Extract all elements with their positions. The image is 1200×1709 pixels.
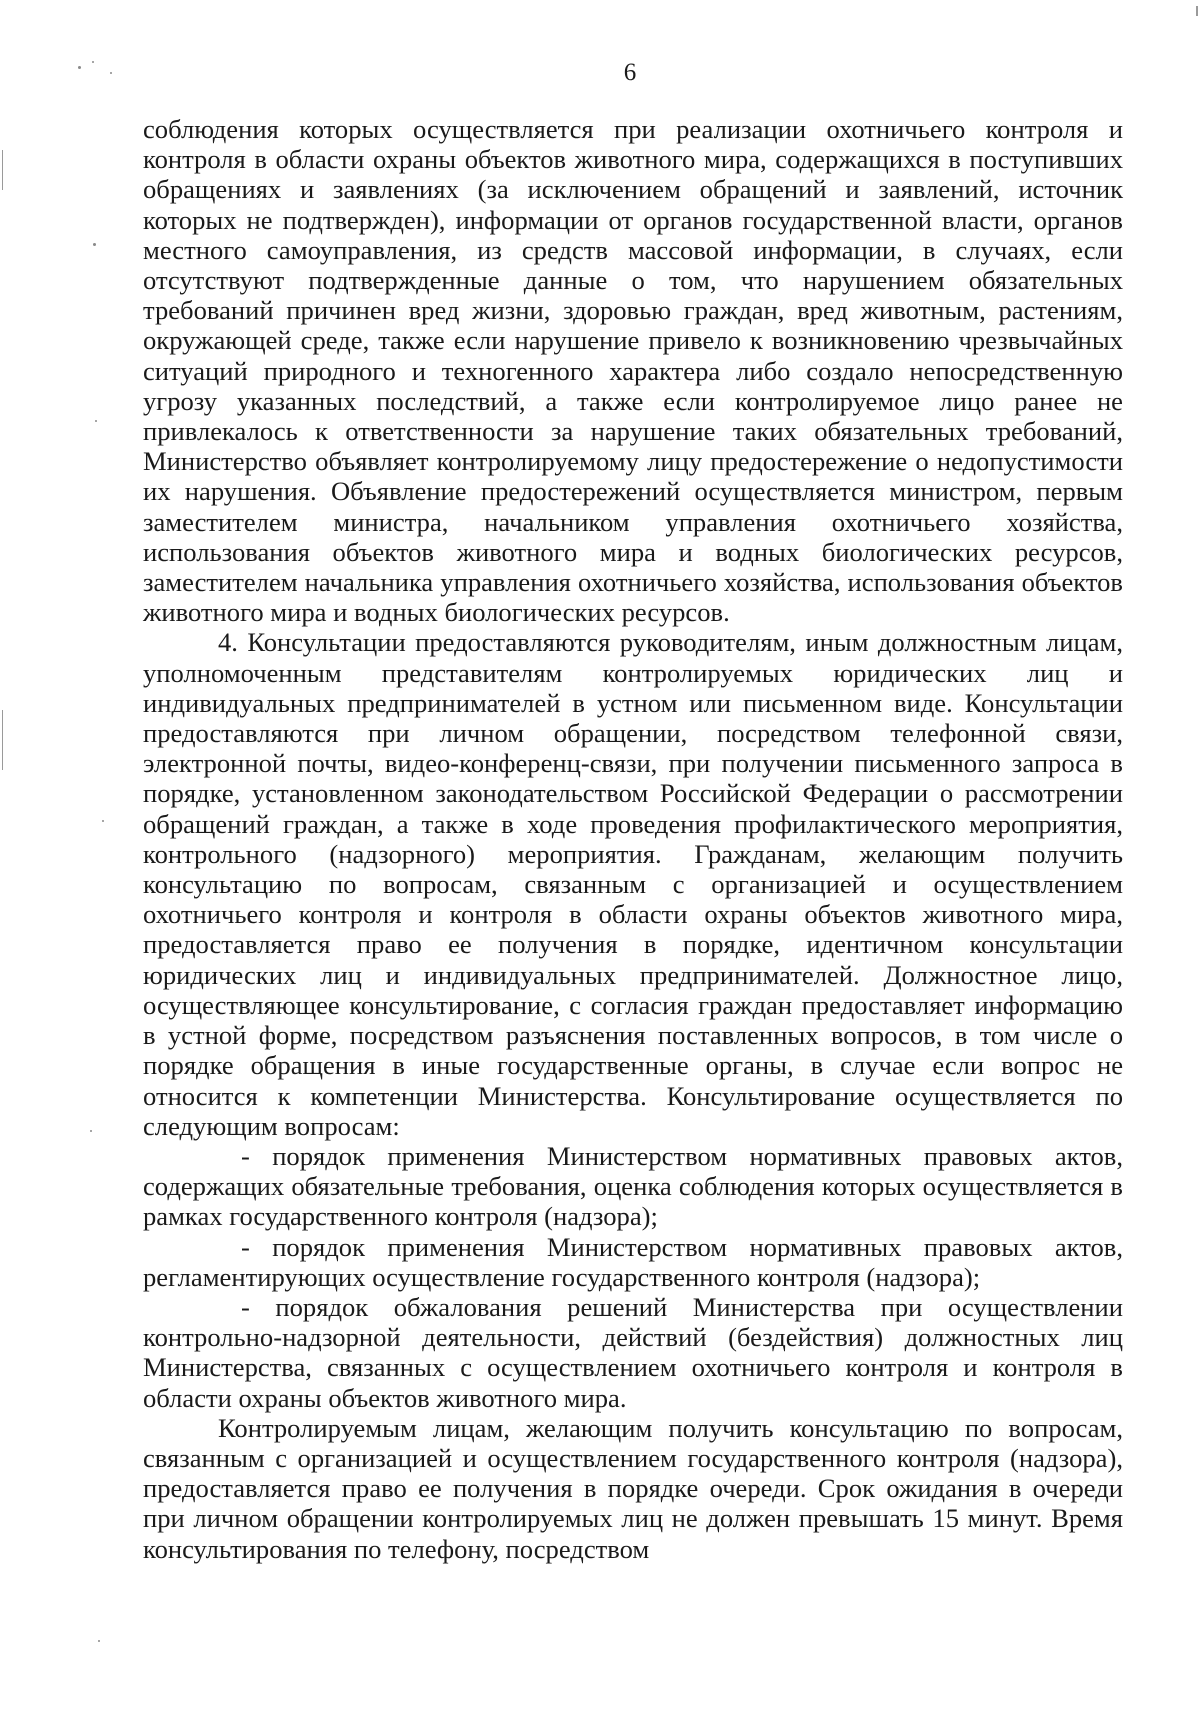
scan-edge-line [2, 710, 3, 770]
scan-speck [93, 243, 96, 246]
paragraph-queue: Контролируемым лицам, желающим получить консультацию по вопросам, связанным с организацией и осуществлением государственного контроля (надзора), предоставляется право ее получения в порядке очереди. Срок ожидания в очереди при личном обращении контролируемых лиц не должен превышать 15 минут. Время консультирования по телефону, посредством [143, 1412, 1123, 1564]
scan-speck [98, 1640, 100, 1642]
paragraph-continuation: соблюдения которых осуществляется при реализации охотничьего контроля и контроля в области охраны объектов животного мира, содержащихся в поступивших обращениях и заявлениях (за исключением обращений и заявлений, источник которых не подтвержден), информации от органов государственной власти, органов местного самоуправления, из средств массовой информации, в случаях, если отсутствуют подтвержденные данные о том, что нарушением обязательных требований причинен вред жизни, здоровью граждан, вред животным, растениям, окружающей среде, также если нарушение привело к возникновению чрезвычайных ситуаций природного и техногенного характера либо создало непосредственную угрозу указанных последствий, а также если контролируемое лицо ранее не привлекалось к ответственности за нарушение таких обязательных требований, Министерство объявляет контролируемому лицу предостережение о недопустимости их нарушения. Объявление предостережений осуществляется министром, первым заместителем министра, начальником управления охотничьего хозяйства, использования объектов животного мира и водных биологических ресурсов, заместителем начальника управления охотничьего хозяйства, использования объектов животного мира и водных биологических ресурсов. [143, 114, 1123, 628]
scan-speck [95, 420, 97, 422]
document-body [143, 114, 1123, 1564]
list-item: - порядок применения Министерством нормативных правовых актов, регламентирующих осуществление государственного контроля (надзора); [143, 1231, 1123, 1292]
list-item: - порядок обжалования решений Министерства при осуществлении контрольно-надзорной деятельности, действий (бездействия) должностных лиц Министерства, связанных с осуществлением охотничьего контроля и контроля в области охраны объектов животного мира. [143, 1291, 1123, 1413]
scan-speck [102, 820, 104, 822]
list-item: - порядок применения Министерством нормативных правовых актов, содержащих обязательные требования, оценка соблюдения которых осуществляется в рамках государственного контроля (надзора); [143, 1140, 1123, 1232]
paragraph-consultations: 4. Консультации предоставляются руководителям, иным должностным лицам, уполномоченным представителям контролируемых юридических лиц и индивидуальных предпринимателей в устном или письменном виде. Консультации предоставляются при личном обращении, посредством телефонной связи, электронной почты, видео-конференц-связи, при получении письменного запроса в порядке, установленном законодательством Российской Федерации о рассмотрении обращений граждан, а также в ходе проведения профилактического мероприятия, контрольного (надзорного) мероприятия. Гражданам, желающим получить консультацию по вопросам, связанным с организацией и осуществлением охотничьего контроля и контроля в области охраны объектов животного мира, предоставляется право ее получения в порядке, идентичном консультации юридических лиц и индивидуальных предпринимателей. Должностное лицо, осуществляющее консультирование, с согласия граждан предоставляет информацию в устной форме, посредством разъяснения поставленных вопросов, в том числе о порядке обращения в иные государственные органы, в случае если вопрос не относится к компетенции Министерства. Консультирование осуществляется по следующим вопросам: [143, 627, 1123, 1141]
scan-speck [90, 1130, 92, 1132]
scan-edge-line [2, 150, 3, 190]
page-number: 6 [623, 59, 637, 86]
scan-edge-line [1196, 6, 1198, 16]
